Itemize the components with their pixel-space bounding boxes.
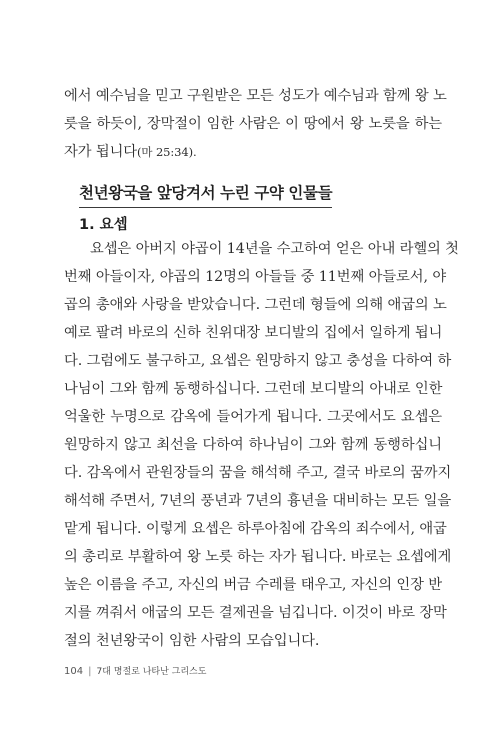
text-line	[64, 138, 442, 166]
section-heading: 천년왕국을 앞당겨서 누린 구약 인물들	[79, 181, 332, 208]
book-title: 7대 명절로 나타난 그리스도	[96, 667, 207, 677]
text-line: 의 총리로 부활하여 왕 노릇 하는 자가 됩니다. 바로는 요셉에게	[64, 549, 452, 565]
footer-separator: |	[88, 666, 92, 677]
text-line: 높은 이름을 주고, 자신의 버금 수레를 태우고, 자신의 인장 반	[64, 577, 442, 593]
text-line: 지를 껴줘서 애굽의 모든 결제권을 넘깁니다. 이것이 바로 장막	[64, 605, 447, 621]
page-number: 104	[64, 666, 84, 677]
text-line: 절의 천년왕국이 임한 사람의 모습입니다.	[64, 633, 320, 649]
text-line: 다. 그럼에도 불구하고, 요셉은 원망하지 않고 충성을 다하여 하	[64, 353, 452, 369]
body-paragraph	[64, 235, 459, 655]
text-line: 예로 팔려 바로의 신하 친위대장 보디발의 집에서 일하게 됩니	[64, 325, 443, 341]
sub-heading: 1. 요셉	[79, 217, 128, 233]
text-line: 에서 예수님을 믿고 구원받은 모든 성도가 예수님과 함께 왕 노	[64, 88, 447, 104]
text-fragment: 자가 됩니다	[64, 144, 137, 160]
text-line: 해석해 주면서, 7년의 풍년과 7년의 흉년을 대비하는 모든 일을	[64, 493, 452, 509]
scripture-reference: (마 25:34).	[137, 145, 197, 159]
text-line: 억울한 누명으로 감옥에 들어가게 됩니다. 그곳에서도 요셉은	[64, 409, 442, 425]
text-line: 번째 아들이자, 야곱의 12명의 아들들 중 11번째 아들로서, 야	[64, 269, 447, 285]
text-line: 릇을 하듯이, 장막절이 임한 사람은 이 땅에서 왕 노릇을 하는	[64, 116, 442, 132]
text-line: 원망하지 않고 최선을 다하여 하나님이 그와 함께 동행하십니	[64, 437, 442, 453]
text-line: 맡게 됩니다. 이렇게 요셉은 하루아침에 감옥의 죄수에서, 애굽	[64, 521, 447, 537]
intro-paragraph	[64, 82, 447, 166]
text-line: 요셉은 아버지 야곱이 14년을 수고하여 얻은 아내 라헬의 첫	[90, 241, 459, 257]
page-footer	[64, 664, 206, 677]
text-line: 나님이 그와 함께 동행하십니다. 그런데 보디발의 아내로 인한	[64, 381, 443, 397]
text-line: 다. 감옥에서 관원장들의 꿈을 해석해 주고, 결국 바로의 꿈까지	[64, 465, 452, 481]
text-line: 곱의 총애와 사랑을 받았습니다. 그런데 형들에 의해 애굽의 노	[64, 297, 447, 313]
